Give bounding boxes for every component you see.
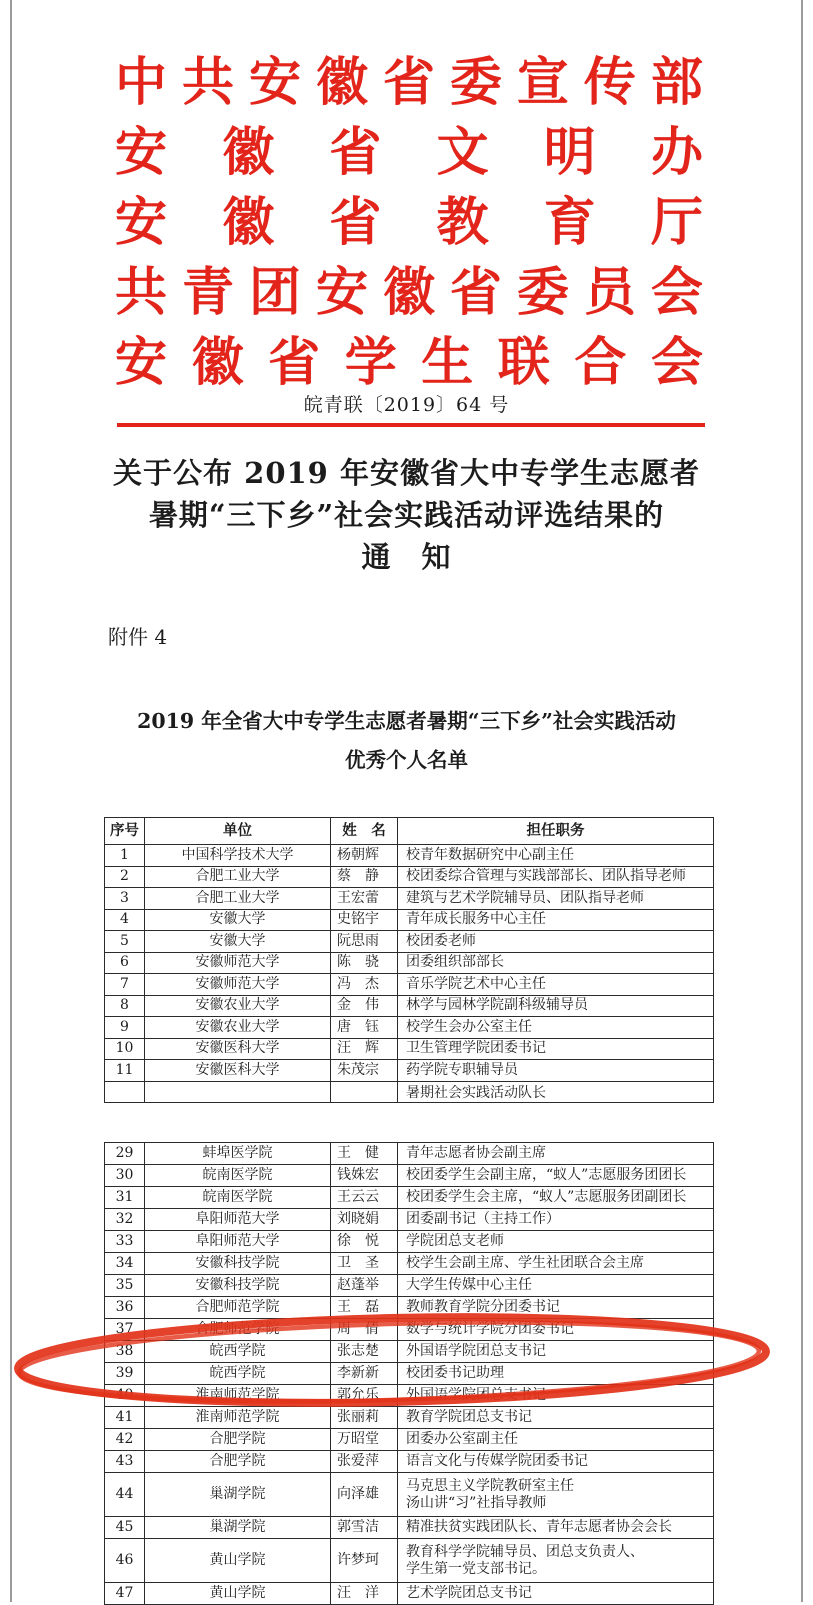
cell-unit: 蚌埠医学院 bbox=[145, 1143, 331, 1165]
letterhead-line bbox=[115, 328, 703, 398]
letterhead-char: 省 bbox=[449, 262, 502, 323]
roster-title-line: 优秀个人名单 bbox=[345, 748, 468, 772]
cell-name: 蔡 静 bbox=[331, 866, 398, 888]
table-header-row bbox=[105, 818, 714, 845]
cell-unit: 淮南师范学院 bbox=[145, 1407, 331, 1429]
cell-name: 刘晓娟 bbox=[331, 1209, 398, 1231]
table-row bbox=[105, 909, 714, 931]
letterhead-line bbox=[115, 188, 703, 258]
position-line: 马克思主义学院教研室主任 bbox=[406, 1477, 574, 1494]
notice-title-line: 通 知 bbox=[361, 540, 452, 574]
table-row bbox=[105, 1253, 714, 1275]
cell-name: 朱茂宗 bbox=[331, 1060, 398, 1082]
cell-position: 建筑与艺术学院辅导员、团队指导老师 bbox=[398, 888, 714, 910]
cell-name: 杨朝辉 bbox=[331, 845, 398, 867]
table-row bbox=[105, 1407, 714, 1429]
cell-name: 王宏蕾 bbox=[331, 888, 398, 910]
letterhead-char: 省 bbox=[329, 192, 382, 253]
letterhead-char: 传 bbox=[583, 52, 636, 113]
table-row bbox=[105, 1060, 714, 1082]
letterhead-char: 安 bbox=[115, 332, 168, 393]
header-seq: 序号 bbox=[105, 818, 145, 845]
cell-no: 9 bbox=[105, 1017, 145, 1039]
table-row bbox=[105, 1187, 714, 1209]
notice-title-line: 暑期“三下乡”社会实践活动评选结果的 bbox=[148, 498, 665, 532]
letterhead-char: 省 bbox=[268, 332, 321, 393]
cell-position: 团委组织部部长 bbox=[398, 952, 714, 974]
cell-name: 郭允乐 bbox=[331, 1385, 398, 1407]
header-unit: 单位 bbox=[145, 818, 331, 845]
cell-unit: 巢湖学院 bbox=[145, 1517, 331, 1539]
table-row bbox=[105, 1297, 714, 1319]
table-row bbox=[105, 1017, 714, 1039]
cell-position: 校学生会办公室主任 bbox=[398, 1017, 714, 1039]
table-row bbox=[105, 1209, 714, 1231]
cell-no: 4 bbox=[105, 909, 145, 931]
cell-unit: 安徽医科大学 bbox=[145, 1060, 331, 1082]
cell-name: 钱姝宏 bbox=[331, 1165, 398, 1187]
notice-title-line: 关于公布 2019 年安徽省大中专学生志愿者 bbox=[113, 456, 700, 490]
cell-position: 药学院专职辅导员 bbox=[398, 1060, 714, 1082]
cell-unit: 安徽师范大学 bbox=[145, 952, 331, 974]
cell-unit: 安徽农业大学 bbox=[145, 1017, 331, 1039]
cell-name: 张爱萍 bbox=[331, 1451, 398, 1473]
letterhead-char: 委 bbox=[516, 262, 569, 323]
cell-no: 3 bbox=[105, 888, 145, 910]
cell-name: 赵蓬举 bbox=[331, 1275, 398, 1297]
cell-unit: 安徽农业大学 bbox=[145, 995, 331, 1017]
table-row bbox=[105, 1038, 714, 1060]
letterhead-char: 教 bbox=[436, 192, 489, 253]
cell-unit: 安徽大学 bbox=[145, 909, 331, 931]
cell-name: 冯 杰 bbox=[331, 974, 398, 996]
cell-name: 史铭宇 bbox=[331, 909, 398, 931]
roster-table-section-1 bbox=[104, 817, 714, 1101]
cell-name: 许梦珂 bbox=[331, 1539, 398, 1583]
cell-unit: 阜阳师范大学 bbox=[145, 1209, 331, 1231]
header-position: 担任职务 bbox=[398, 818, 714, 845]
cell-unit: 阜阳师范大学 bbox=[145, 1231, 331, 1253]
cell-unit: 黄山学院 bbox=[145, 1583, 331, 1605]
table-row bbox=[105, 1319, 714, 1341]
letterhead-char: 部 bbox=[650, 52, 703, 113]
letterhead-char: 合 bbox=[574, 332, 627, 393]
cell-no: 44 bbox=[105, 1473, 145, 1517]
cell-no: 1 bbox=[105, 845, 145, 867]
cell-position: 教育学院团总支书记 bbox=[398, 1407, 714, 1429]
cell-name: 金 伟 bbox=[331, 995, 398, 1017]
letterhead bbox=[115, 48, 703, 398]
cell-position: 校青年数据研究中心副主任 bbox=[398, 845, 714, 867]
table-row bbox=[105, 1429, 714, 1451]
letterhead-char: 办 bbox=[650, 122, 703, 183]
letterhead-char: 徽 bbox=[222, 122, 275, 183]
cell-no: 11 bbox=[105, 1060, 145, 1082]
cell-no: 43 bbox=[105, 1451, 145, 1473]
cell-position: 语言文化与传媒学院团委书记 bbox=[398, 1451, 714, 1473]
table-row bbox=[105, 1385, 714, 1407]
letterhead-char: 明 bbox=[543, 122, 596, 183]
cell-unit: 合肥师范学院 bbox=[145, 1319, 331, 1341]
page-left-edge bbox=[10, 0, 12, 1602]
letterhead-char: 徽 bbox=[191, 332, 244, 393]
table-row bbox=[105, 1143, 714, 1165]
letterhead-char: 会 bbox=[650, 332, 703, 393]
cell-no: 30 bbox=[105, 1165, 145, 1187]
cell-no: 6 bbox=[105, 952, 145, 974]
cell-no: 35 bbox=[105, 1275, 145, 1297]
cell-position: 精准扶贫实践团队长、青年志愿者协会会长 bbox=[398, 1517, 714, 1539]
cell-position bbox=[398, 1539, 714, 1583]
cell-no: 2 bbox=[105, 866, 145, 888]
cell-no: 7 bbox=[105, 974, 145, 996]
letterhead-char: 省 bbox=[329, 122, 382, 183]
cell-position: 青年志愿者协会副主席 bbox=[398, 1143, 714, 1165]
cell-unit: 皖西学院 bbox=[145, 1341, 331, 1363]
cell-no: 34 bbox=[105, 1253, 145, 1275]
cell-unit: 皖南医学院 bbox=[145, 1165, 331, 1187]
cell-unit: 安徽师范大学 bbox=[145, 974, 331, 996]
cell-name: 万昭堂 bbox=[331, 1429, 398, 1451]
letterhead-line bbox=[115, 258, 703, 328]
cell-no bbox=[105, 1081, 145, 1103]
letterhead-char: 徽 bbox=[315, 52, 368, 113]
cell-position bbox=[398, 1473, 714, 1517]
cell-no: 29 bbox=[105, 1143, 145, 1165]
cell-position: 艺术学院团总支书记 bbox=[398, 1583, 714, 1605]
cell-unit: 巢湖学院 bbox=[145, 1473, 331, 1517]
table-row bbox=[105, 1165, 714, 1187]
cell-name: 卫 圣 bbox=[331, 1253, 398, 1275]
cell-name: 王 健 bbox=[331, 1143, 398, 1165]
attachment-label: 附件 4 bbox=[108, 625, 168, 649]
cell-no: 36 bbox=[105, 1297, 145, 1319]
position-line: 教育科学学院辅导员、团总支负责人、 bbox=[406, 1543, 644, 1560]
cell-name: 张志楚 bbox=[331, 1341, 398, 1363]
letterhead-char: 生 bbox=[421, 332, 474, 393]
cell-no: 45 bbox=[105, 1517, 145, 1539]
cell-name bbox=[331, 1081, 398, 1103]
letterhead-char: 学 bbox=[344, 332, 397, 393]
position-line: 汤山讲“习”社指导教师 bbox=[406, 1494, 547, 1511]
cell-name: 周 倩 bbox=[331, 1319, 398, 1341]
cell-no: 46 bbox=[105, 1539, 145, 1583]
cell-unit: 皖西学院 bbox=[145, 1363, 331, 1385]
cell-name: 李新新 bbox=[331, 1363, 398, 1385]
cell-unit: 合肥工业大学 bbox=[145, 866, 331, 888]
letterhead-char: 联 bbox=[497, 332, 550, 393]
roster-title-line: 2019 年全省大中专学生志愿者暑期“三下乡”社会实践活动 bbox=[137, 709, 676, 733]
table-row bbox=[105, 952, 714, 974]
cell-unit: 安徽大学 bbox=[145, 931, 331, 953]
cell-no: 33 bbox=[105, 1231, 145, 1253]
cell-name: 郭雪洁 bbox=[331, 1517, 398, 1539]
table-row bbox=[105, 1451, 714, 1473]
cell-no: 39 bbox=[105, 1363, 145, 1385]
doc-number: 皖青联〔2019〕64 号 bbox=[303, 394, 510, 416]
header-name: 姓 名 bbox=[331, 818, 398, 845]
table-row bbox=[105, 1583, 714, 1605]
cell-no: 5 bbox=[105, 931, 145, 953]
letterhead-char: 青 bbox=[181, 262, 234, 323]
table-row bbox=[105, 845, 714, 867]
letterhead-char: 安 bbox=[115, 122, 168, 183]
cell-position: 教师教育学院分团委书记 bbox=[398, 1297, 714, 1319]
table-row bbox=[105, 1539, 714, 1583]
cell-no: 38 bbox=[105, 1341, 145, 1363]
letterhead-char: 安 bbox=[248, 52, 301, 113]
cell-position: 青年成长服务中心主任 bbox=[398, 909, 714, 931]
cell-position: 校团委综合管理与实践部部长、团队指导老师 bbox=[398, 866, 714, 888]
letterhead-char: 文 bbox=[436, 122, 489, 183]
cell-position: 校学生会副主席、学生社团联合会主席 bbox=[398, 1253, 714, 1275]
cell-unit: 安徽科技学院 bbox=[145, 1275, 331, 1297]
letterhead-char: 中 bbox=[115, 52, 168, 113]
letterhead-line bbox=[115, 118, 703, 188]
cell-unit: 中国科学技术大学 bbox=[145, 845, 331, 867]
table-row bbox=[105, 888, 714, 910]
table-row bbox=[105, 1231, 714, 1253]
cell-position: 校团委学生会副主席，“蚁人”志愿服务团团长 bbox=[398, 1165, 714, 1187]
letterhead-char: 厅 bbox=[650, 192, 703, 253]
letterhead-line bbox=[115, 48, 703, 118]
cell-position: 暑期社会实践活动队长 bbox=[398, 1081, 714, 1103]
table-row bbox=[105, 866, 714, 888]
letterhead-char: 徽 bbox=[382, 262, 435, 323]
cell-unit: 安徽医科大学 bbox=[145, 1038, 331, 1060]
table-row bbox=[105, 995, 714, 1017]
cell-no: 47 bbox=[105, 1583, 145, 1605]
table-row bbox=[105, 1517, 714, 1539]
cell-position: 外国语学院团总支书记 bbox=[398, 1385, 714, 1407]
letterhead-char: 省 bbox=[382, 52, 435, 113]
table-row bbox=[105, 1473, 714, 1517]
cell-unit: 黄山学院 bbox=[145, 1539, 331, 1583]
cell-no: 41 bbox=[105, 1407, 145, 1429]
cell-position: 学院团总支老师 bbox=[398, 1231, 714, 1253]
cell-position: 团委办公室副主任 bbox=[398, 1429, 714, 1451]
table-row bbox=[105, 1081, 714, 1103]
table-row bbox=[105, 974, 714, 996]
cell-name: 张丽莉 bbox=[331, 1407, 398, 1429]
letterhead-char: 安 bbox=[115, 192, 168, 253]
cell-name: 汪 辉 bbox=[331, 1038, 398, 1060]
cell-name: 唐 钰 bbox=[331, 1017, 398, 1039]
cell-unit bbox=[145, 1081, 331, 1103]
cell-unit: 合肥工业大学 bbox=[145, 888, 331, 910]
cell-position: 数学与统计学院分团委书记 bbox=[398, 1319, 714, 1341]
notice-title bbox=[0, 452, 813, 578]
table-row bbox=[105, 1341, 714, 1363]
cell-unit: 安徽科技学院 bbox=[145, 1253, 331, 1275]
cell-unit: 合肥学院 bbox=[145, 1451, 331, 1473]
roster-title bbox=[0, 702, 813, 780]
position-line: 学生第一党支部书记。 bbox=[406, 1560, 546, 1577]
cell-unit: 皖南医学院 bbox=[145, 1187, 331, 1209]
table-row bbox=[105, 1275, 714, 1297]
cell-no: 31 bbox=[105, 1187, 145, 1209]
cell-no: 37 bbox=[105, 1319, 145, 1341]
cell-name: 王 磊 bbox=[331, 1297, 398, 1319]
cell-position: 音乐学院艺术中心主任 bbox=[398, 974, 714, 996]
letterhead-char: 员 bbox=[583, 262, 636, 323]
cell-position: 团委副书记（主持工作） bbox=[398, 1209, 714, 1231]
cell-position: 大学生传媒中心主任 bbox=[398, 1275, 714, 1297]
cell-position: 校团委学生会主席，“蚁人”志愿服务团副团长 bbox=[398, 1187, 714, 1209]
letterhead-char: 宣 bbox=[516, 52, 569, 113]
cell-no: 8 bbox=[105, 995, 145, 1017]
letterhead-char: 徽 bbox=[222, 192, 275, 253]
letterhead-char: 委 bbox=[449, 52, 502, 113]
letterhead-char: 共 bbox=[115, 262, 168, 323]
cell-position: 林学与园林学院副科级辅导员 bbox=[398, 995, 714, 1017]
cell-name: 阮思雨 bbox=[331, 931, 398, 953]
table-row bbox=[105, 1363, 714, 1385]
cell-name: 向泽雄 bbox=[331, 1473, 398, 1517]
cell-name: 陈 骁 bbox=[331, 952, 398, 974]
red-divider-rule bbox=[117, 423, 705, 427]
cell-name: 汪 洋 bbox=[331, 1583, 398, 1605]
cell-unit: 合肥学院 bbox=[145, 1429, 331, 1451]
letterhead-char: 团 bbox=[248, 262, 301, 323]
cell-unit: 合肥师范学院 bbox=[145, 1297, 331, 1319]
roster-table-section-2 bbox=[104, 1142, 714, 1602]
table-row bbox=[105, 931, 714, 953]
cell-unit: 淮南师范学院 bbox=[145, 1385, 331, 1407]
cell-no: 42 bbox=[105, 1429, 145, 1451]
cell-position: 校团委书记助理 bbox=[398, 1363, 714, 1385]
cell-no: 32 bbox=[105, 1209, 145, 1231]
letterhead-char: 安 bbox=[315, 262, 368, 323]
letterhead-char: 共 bbox=[181, 52, 234, 113]
cell-position: 校团委老师 bbox=[398, 931, 714, 953]
letterhead-char: 会 bbox=[650, 262, 703, 323]
cell-name: 徐 悦 bbox=[331, 1231, 398, 1253]
letterhead-char: 育 bbox=[543, 192, 596, 253]
cell-no: 10 bbox=[105, 1038, 145, 1060]
cell-name: 王云云 bbox=[331, 1187, 398, 1209]
cell-position: 外国语学院团总支书记 bbox=[398, 1341, 714, 1363]
cell-no: 40 bbox=[105, 1385, 145, 1407]
page-right-edge bbox=[801, 0, 803, 1602]
cell-position: 卫生管理学院团委书记 bbox=[398, 1038, 714, 1060]
